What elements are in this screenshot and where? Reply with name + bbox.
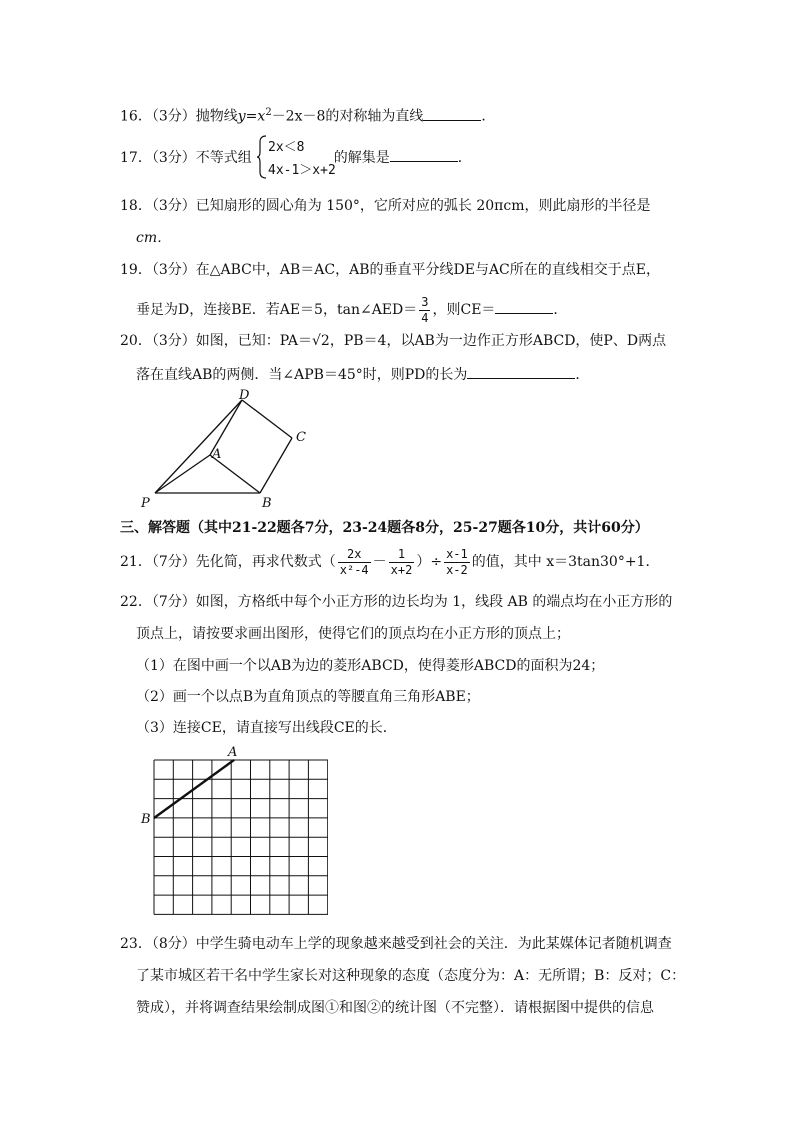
q19-line-2 xyxy=(136,293,567,327)
q21-text-mid: ）÷ xyxy=(416,554,443,570)
q20-end: ． xyxy=(575,367,590,383)
q18-number: 18． xyxy=(120,198,152,214)
label-c: C xyxy=(296,430,306,445)
segment-pd xyxy=(155,400,242,493)
q16-number: 16． xyxy=(120,108,152,125)
q21-score: （7分） xyxy=(151,554,196,570)
q16-sup: 2 xyxy=(265,107,272,118)
q16-eq: = xyxy=(245,108,258,125)
q22-line-2 xyxy=(136,624,570,644)
q22-grid-figure xyxy=(138,742,328,922)
q17-system-row-1: 2x＜8 xyxy=(268,140,305,155)
q21-frac3-den: x-2 xyxy=(446,562,468,577)
q22-text-2: 顶点上，请按要求画出图形，使得它们的顶点均在小正方形的顶点上； xyxy=(136,626,570,642)
q16-line xyxy=(120,103,495,127)
q21-frac1-den: x²-4 xyxy=(339,562,369,577)
q20-number: 20． xyxy=(120,333,152,349)
q17-brace-icon xyxy=(256,134,268,180)
q16-rest: －2x－8 xyxy=(271,108,326,125)
q18-line-1 xyxy=(120,196,651,216)
q22-sub-2: （2）画一个以点B为直角顶点的等腰直角三角形ABE； xyxy=(136,689,480,705)
section-3-heading: 三、解答题（其中21-22题各7分，23-24题各8分，25-27题各10分，共计60分） xyxy=(120,520,649,536)
q17-end: ． xyxy=(457,150,472,166)
q19-text-2a: 垂足为D，连接BE．若AE＝5，tan∠AED＝ xyxy=(136,302,418,318)
q17-answer-blank[interactable] xyxy=(390,147,458,162)
q19-frac-den: 4 xyxy=(421,310,429,325)
q21-number: 21． xyxy=(120,554,152,570)
q20-line-1 xyxy=(120,331,666,351)
q16-text-b: 的对称轴为直线 xyxy=(325,108,424,125)
q17-score: （3分） xyxy=(151,150,196,166)
q22-score: （7分） xyxy=(151,594,196,610)
q20-score: （3分） xyxy=(151,333,196,349)
q18-line-2 xyxy=(136,228,171,248)
q16-answer-blank[interactable] xyxy=(423,106,481,121)
grid-lines xyxy=(154,760,328,914)
q16-y: y xyxy=(237,108,246,125)
q16-text-a: 抛物线 xyxy=(195,108,238,125)
q23-number: 23． xyxy=(120,936,152,952)
segment-pa xyxy=(155,455,210,493)
q21-frac3-num: x-1 xyxy=(446,546,468,561)
q18-score: （3分） xyxy=(151,198,196,214)
segment-ab xyxy=(154,760,234,818)
segment-cb xyxy=(260,438,292,493)
label-p: P xyxy=(141,496,150,511)
q21-text-a: 先化简，再求代数式（ xyxy=(195,554,336,570)
q23-line-2: 了某市城区若干名中学生家长对这种现象的态度（态度分为：A：无所谓；B：反对；C： xyxy=(136,968,686,984)
q23-line-1 xyxy=(120,934,672,954)
q21-minus: － xyxy=(372,554,387,570)
label-d: D xyxy=(239,388,250,403)
q18-text: 已知扇形的圆心角为 150°，它所对应的弧长 20πcm，则此扇形的半径是 xyxy=(195,198,651,214)
q23-score: （8分） xyxy=(151,936,196,952)
q20-text-2: 落在直线AB的两侧．当∠APB＝45°时，则PD的长为 xyxy=(136,367,468,383)
segment-dc xyxy=(242,400,292,438)
q22-line-1 xyxy=(120,592,672,612)
q23-line-3: 赞成），并将调查结果绘制成图①和图②的统计图（不完整）．请根据图中提供的信息 xyxy=(136,1000,654,1016)
q19-number: 19． xyxy=(120,262,152,278)
q22-number: 22． xyxy=(120,594,152,610)
q16-end: ． xyxy=(481,108,496,125)
q22-sub-1: （1）在图中画一个以AB为边的菱形ABCD，使得菱形ABCD的面积为24； xyxy=(136,658,605,674)
q16-score: （3分） xyxy=(151,108,196,125)
q19-line-1 xyxy=(120,260,660,280)
q22-sub-3: （3）连接CE，请直接写出线段CE的长． xyxy=(136,720,397,736)
label-b: B xyxy=(262,496,272,511)
q20-answer-blank[interactable] xyxy=(467,364,575,379)
q17-text-b: 的解集是 xyxy=(333,150,390,166)
q20-figure xyxy=(135,388,315,512)
q21-frac1-num: 2x xyxy=(338,547,371,563)
q19-answer-blank[interactable] xyxy=(495,299,553,314)
q19-frac-num: 3 xyxy=(421,294,429,309)
q20-text-1: 如图，已知：PA＝√2，PB＝4，以AB为一边作正方形ABCD，使P、D两点 xyxy=(195,333,667,349)
q22-text-1: 如图，方格纸中每个小正方形的边长均为 1，线段 AB 的端点均在小正方形的 xyxy=(195,594,673,610)
grid-label-b: B xyxy=(141,812,151,827)
label-a: A xyxy=(212,447,222,462)
q21-frac2-den: x+2 xyxy=(390,562,413,577)
q21-line xyxy=(120,545,659,579)
q17-text-a: 不等式组 xyxy=(195,150,252,166)
q21-text-b: 的值，其中 x＝3tan30°+1． xyxy=(471,554,660,570)
q19-score: （3分） xyxy=(151,262,196,278)
q19-end: ． xyxy=(553,302,568,318)
q21-frac2-num: 1 xyxy=(389,547,415,563)
q20-line-2 xyxy=(136,364,589,385)
q23-text-1: 中学生骑电动车上学的现象越来越受到社会的关注．为此某媒体记者随机调查 xyxy=(195,936,672,952)
q17-number: 17． xyxy=(120,150,152,166)
q18-unit: cm． xyxy=(136,230,172,246)
q16-x: x xyxy=(257,108,266,125)
q19-text-1: 在△ABC中，AB＝AC，AB的垂直平分线DE与AC所在的直线相交于点E， xyxy=(195,262,660,278)
grid-label-a: A xyxy=(228,745,238,760)
q17-system-row-2: 4x-1＞x+2 xyxy=(268,163,336,178)
q19-text-2b: ，则CE＝ xyxy=(432,302,496,318)
